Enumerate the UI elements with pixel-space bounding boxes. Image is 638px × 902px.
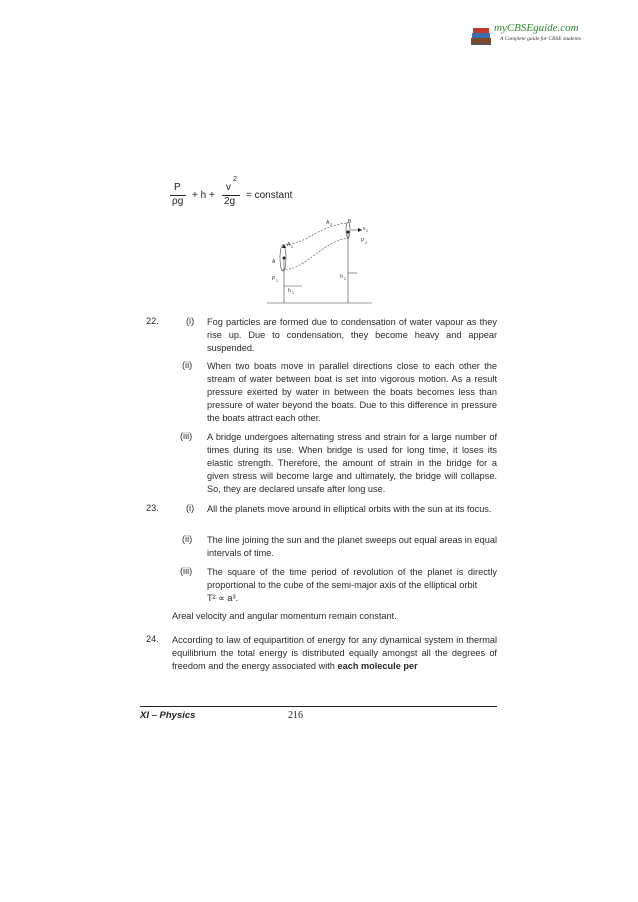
label-p2: P bbox=[361, 238, 365, 244]
bernoulli-flow-diagram bbox=[262, 218, 372, 308]
eq-v-exponent: 2 bbox=[233, 176, 237, 183]
logo-tagline: A Complete guide for CBSE students bbox=[500, 36, 582, 42]
label-v2-sub: 2 bbox=[366, 229, 368, 233]
eq-rho-g: ρg bbox=[172, 196, 184, 207]
question-number-22: 22. bbox=[146, 316, 159, 326]
label-a1: A bbox=[287, 242, 291, 248]
q23-item-text-2: The line joining the sun and the planet sweeps out equal areas in equal intervals of time. bbox=[207, 535, 497, 558]
kepler-third-law-formula: T² ∝ a³. bbox=[207, 593, 239, 603]
logo-brand: myCBSEguide.com bbox=[494, 22, 579, 34]
q22-item-label-1: (i) bbox=[186, 316, 195, 326]
footer-divider bbox=[140, 706, 497, 707]
label-h2-sub: 2 bbox=[344, 277, 346, 281]
footer-subject: XI – Physics bbox=[140, 710, 196, 721]
question-number-24: 24. bbox=[146, 634, 159, 644]
eq-v: v bbox=[226, 182, 231, 193]
eq-equals-constant: = constant bbox=[246, 190, 293, 201]
page-number: 216 bbox=[288, 710, 303, 721]
q23-item-label-1: (i) bbox=[186, 503, 195, 513]
label-a2: A bbox=[326, 220, 330, 226]
label-a1-sub: 1 bbox=[291, 245, 293, 249]
q22-item-label-2: (ii) bbox=[182, 360, 193, 370]
eq-two-g: 2g bbox=[224, 196, 236, 207]
site-logo bbox=[470, 22, 592, 50]
books-icon bbox=[470, 24, 492, 46]
label-p2-sub: 2 bbox=[365, 241, 367, 245]
question-number-23: 23. bbox=[146, 503, 159, 513]
q22-item-text-2: When two boats move in parallel directions close to each other the stream of water between boat is set into vigorous motion. As a result pressure exerted by water in between the boats becomes less than pressure of water beyond the boats. Due to this difference in pressure the boats attract each other. bbox=[207, 361, 497, 423]
q23-note: Areal velocity and angular momentum remain constant. bbox=[172, 611, 397, 621]
q24-text bbox=[172, 634, 497, 673]
q23-item-text-3: The square of the time period of revolution of the planet is directly proportional to the cube of the semi-major axis of the elliptical orbit bbox=[207, 567, 497, 590]
label-b: B bbox=[348, 219, 352, 225]
q22-item-text-3: A bridge undergoes alternating stress and strain for a large number of times during its use. When bridge is used for long time, it loses its elastic strength. Therefore, the amount of strain in the bridge for a given stress will become large and ultimately, the bridge will collapse. So, they are declared unsafe after long use. bbox=[207, 432, 497, 494]
q22-item-text-1: Fog particles are formed due to condensation of water vapour as they rise up. Due to condensation, they become heavy and appear suspended. bbox=[207, 317, 497, 353]
label-p1: P bbox=[272, 276, 276, 282]
label-h1: h bbox=[288, 288, 291, 294]
label-p1-sub: 1 bbox=[276, 279, 278, 283]
label-h2: h bbox=[340, 274, 343, 280]
eq-p: P bbox=[174, 182, 181, 193]
q23-item-label-3: (iii) bbox=[180, 566, 193, 576]
q23-item-text-1: All the planets move around in elliptical orbits with the sun at its focus. bbox=[207, 504, 492, 514]
label-h1-sub: 1 bbox=[292, 291, 294, 295]
label-a: A bbox=[272, 259, 276, 265]
q23-item-label-2: (ii) bbox=[182, 534, 193, 544]
q22-item-label-3: (iii) bbox=[180, 431, 193, 441]
q24-text-bold: each molecule per bbox=[337, 661, 418, 671]
eq-plus-h: + h + bbox=[192, 190, 215, 201]
label-a2-sub: 2 bbox=[330, 223, 332, 227]
q24-text-body: According to law of equipartition of energy for any dynamical system in thermal equilibrium the total energy is distributed equally amongst all the degrees of freedom and the energy associated with bbox=[172, 635, 497, 671]
label-v2: v bbox=[363, 226, 366, 232]
bernoulli-equation bbox=[168, 172, 338, 212]
